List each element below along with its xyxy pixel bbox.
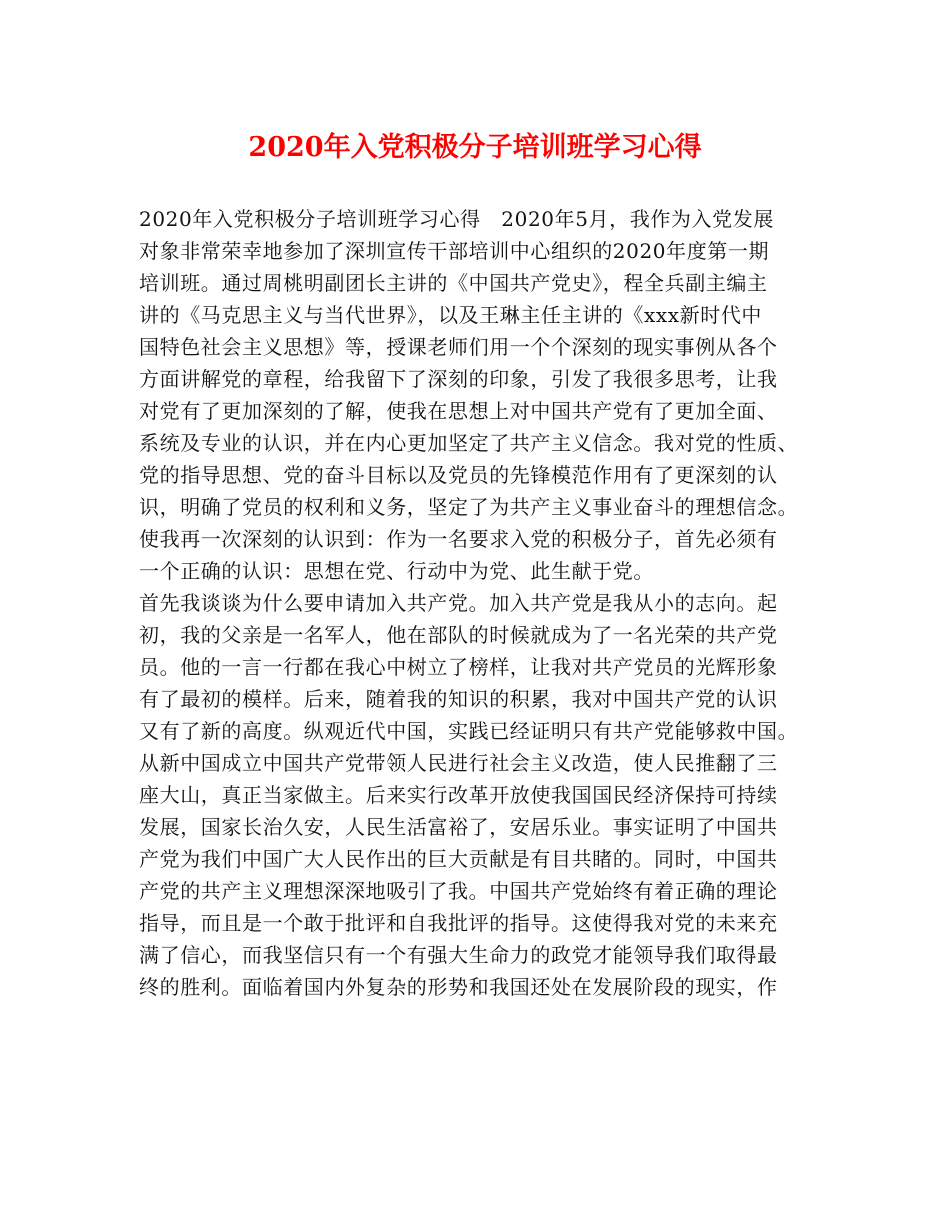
- body-line: 从新中国成立中国共产党带领人民进行社会主义改造，使人民推翻了三: [139, 751, 778, 775]
- document-body: [139, 203, 819, 1003]
- body-line: 有了最初的模样。后来，随着我的知识的积累，我对中国共产党的认识: [139, 687, 778, 711]
- body-line: 对党有了更加深刻的了解，使我在思想上对中国共产党有了更加全面、: [139, 399, 778, 423]
- body-line: 指导，而且是一个敢于批评和自我批评的指导。这使得我对党的未来充: [139, 911, 778, 935]
- body-line: 识，明确了党员的权利和义务，坚定了为共产主义事业奋斗的理想信念。: [139, 495, 799, 519]
- body-line: 党的指导思想、党的奋斗目标以及党员的先锋模范作用有了更深刻的认: [139, 463, 778, 487]
- body-line: 终的胜利。面临着国内外复杂的形势和我国还处在发展阶段的现实，作: [139, 975, 778, 999]
- body-line: 产党的共产主义理想深深地吸引了我。中国共产党始终有着正确的理论: [139, 879, 778, 903]
- body-line: 使我再一次深刻的认识到：作为一名要求入党的积极分子，首先必须有: [139, 527, 778, 551]
- body-line: 座大山，真正当家做主。后来实行改革开放使我国国民经济保持可持续: [139, 783, 778, 807]
- body-line: 初，我的父亲是一名军人，他在部队的时候就成为了一名光荣的共产党: [139, 623, 778, 647]
- body-line: 满了信心，而我坚信只有一个有强大生命力的政党才能领导我们取得最: [139, 943, 778, 967]
- body-line: 2020年入党积极分子培训班学习心得 2020年5月，我作为入党发展: [139, 207, 774, 231]
- body-line: 对象非常荣幸地参加了深圳宣传干部培训中心组织的2020年度第一期: [139, 239, 770, 263]
- body-line: 一个正确的认识：思想在党、行动中为党、此生献于党。: [139, 559, 654, 583]
- body-line: 首先我谈谈为什么要申请加入共产党。加入共产党是我从小的志向。起: [139, 591, 778, 615]
- body-line: 方面讲解党的章程，给我留下了深刻的印象，引发了我很多思考，让我: [139, 367, 778, 391]
- body-line: 系统及专业的认识，并在内心更加坚定了共产主义信念。我对党的性质、: [139, 431, 799, 455]
- body-line: 讲的《马克思主义与当代世界》，以及王琳主任主讲的《xxx新时代中: [139, 303, 763, 327]
- body-line: 又有了新的高度。纵观近代中国，实践已经证明只有共产党能够救中国。: [139, 719, 799, 743]
- body-line: 发展，国家长治久安，人民生活富裕了，安居乐业。事实证明了中国共: [139, 815, 778, 839]
- body-line: 产党为我们中国广大人民作出的巨大贡献是有目共睹的。同时，中国共: [139, 847, 778, 871]
- body-line: 培训班。通过周桃明副团长主讲的《中国共产党史》，程全兵副主编主: [139, 271, 768, 295]
- body-line: 国特色社会主义思想》等，授课老师们用一个个深刻的现实事例从各个: [139, 335, 778, 359]
- document-title: 2020年入党积极分子培训班学习心得: [248, 132, 702, 163]
- body-line: 员。他的一言一行都在我心中树立了榜样，让我对共产党员的光辉形象: [139, 655, 778, 679]
